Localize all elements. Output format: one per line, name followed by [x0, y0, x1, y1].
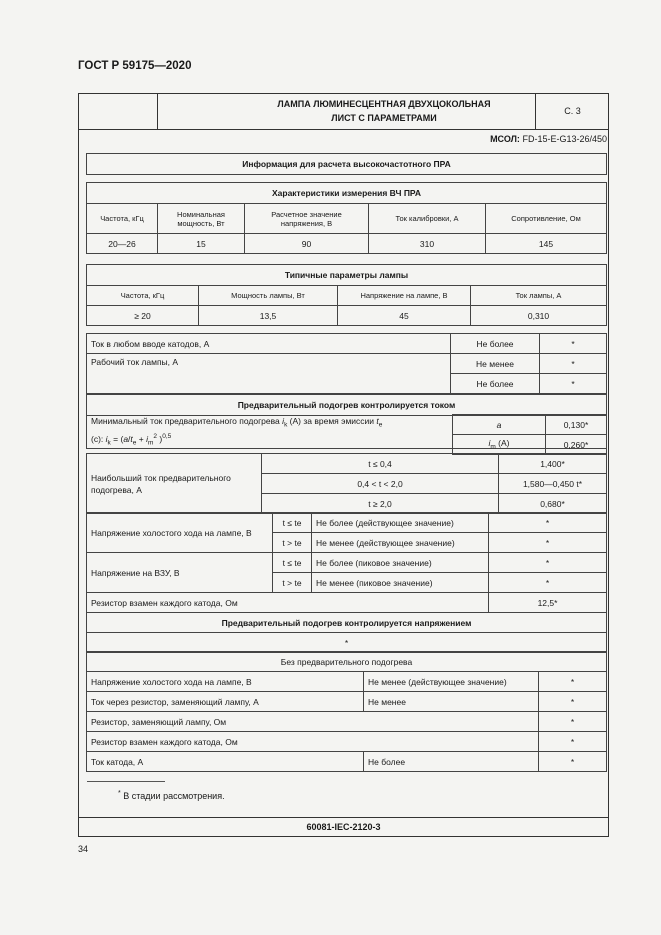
header-title: ЛАМПА ЛЮМИНЕСЦЕНТНАЯ ДВУХЦОКОЛЬНАЯ ЛИСТ С ПАРАМЕТРАМИ — [277, 99, 491, 123]
no-preheat-value: * — [539, 732, 607, 752]
msol-code: МСОЛ: FD-15-E-G13-26/450 — [490, 134, 607, 144]
no-preheat-label: Напряжение холостого хода на лампе, В — [87, 672, 364, 692]
no-preheat-label: Резистор, заменяющий лампу, Ом — [87, 712, 539, 732]
ocv-limit: Не менее (действующее значение) — [312, 533, 489, 553]
vzu-label: Напряжение на ВЗУ, В — [87, 553, 273, 593]
max-preheat-value: 1,580—0,450 t* — [499, 474, 607, 494]
no-preheat-label: Ток через резистор, заменяющий лампу, А — [87, 692, 364, 712]
ocv-value: * — [489, 513, 607, 533]
info-title: Информация для расчета высокочастотного ПРА — [87, 154, 607, 175]
current-table — [86, 333, 607, 394]
hf-header: Сопротивление, Ом — [486, 204, 607, 234]
no-preheat-value: * — [539, 712, 607, 732]
no-preheat-value: * — [539, 752, 607, 772]
typical-title: Типичные параметры лампы — [87, 265, 607, 286]
hf-header: Расчетное значение напряжения, В — [245, 204, 369, 234]
ocv-limit: Не более (действующее значение) — [312, 513, 489, 533]
hf-value: 145 — [486, 234, 607, 254]
preheat-voltage-table — [86, 612, 607, 653]
vzu-cond: t > te — [273, 573, 312, 593]
ocv-value: * — [489, 533, 607, 553]
typical-value: ≥ 20 — [87, 306, 199, 326]
preheat-voltage-title: Предварительный подогрев контролируется напряжением — [87, 613, 607, 633]
no-preheat-cond: Не менее — [364, 692, 539, 712]
typical-value: 13,5 — [199, 306, 338, 326]
current-label: Ток в любом вводе катодов, А — [87, 334, 451, 354]
hf-header: Частота, кГц — [87, 204, 158, 234]
typical-table — [86, 264, 607, 326]
footnote-divider — [87, 781, 165, 782]
max-preheat-cond: 0,4 < t < 2,0 — [262, 474, 499, 494]
ocv-cond: t > te — [273, 533, 312, 553]
ocv-cond: t ≤ te — [273, 513, 312, 533]
current-label: Рабочий ток лампы, А — [87, 354, 451, 394]
no-preheat-label: Ток катода, А — [87, 752, 364, 772]
no-preheat-title: Без предварительного подогрева — [87, 652, 607, 672]
im-label: $i_m$ (А) — [453, 435, 546, 455]
max-preheat-value: 1,400* — [499, 454, 607, 474]
current-cond: Не менее — [451, 354, 540, 374]
no-preheat-cond: Не более — [364, 752, 539, 772]
vzu-cond: t ≤ te — [273, 553, 312, 573]
preheat-current-title: Предварительный подогрев контролируется током — [87, 395, 607, 416]
hf-value: 15 — [158, 234, 245, 254]
typical-header: Частота, кГц — [87, 286, 199, 306]
hf-header: Ток калибровки, А — [369, 204, 486, 234]
hf-value: 20—26 — [87, 234, 158, 254]
typical-header: Напряжение на лампе, В — [338, 286, 471, 306]
current-cond: Не более — [451, 334, 540, 354]
a-label: a — [453, 415, 546, 435]
footer-code: 60081-IEC-2120-3 — [79, 817, 608, 837]
preheat-voltage-value: * — [87, 633, 607, 653]
footnote: * В стадии рассмотрения. — [118, 790, 225, 801]
max-preheat-table — [86, 453, 607, 514]
no-preheat-cond: Не менее (действующее значение) — [364, 672, 539, 692]
im-value: 0,260* — [546, 435, 607, 455]
current-value: * — [540, 374, 607, 394]
current-value: * — [540, 334, 607, 354]
max-preheat-label: Наибольший ток предварительного подогрева, А — [87, 454, 262, 514]
vzu-limit: Не менее (пиковое значение) — [312, 573, 489, 593]
sheet-number: С. 3 — [535, 94, 609, 129]
typical-value: 0,310 — [471, 306, 607, 326]
typical-header: Ток лампы, А — [471, 286, 607, 306]
voltage-table — [86, 512, 607, 613]
vzu-value: * — [489, 553, 607, 573]
max-preheat-value: 0,680* — [499, 494, 607, 514]
max-preheat-cond: t ≥ 2,0 — [262, 494, 499, 514]
header-left-cell — [79, 94, 158, 129]
hf-value: 90 — [245, 234, 369, 254]
no-preheat-label: Резистор взамен каждого катода, Ом — [87, 732, 539, 752]
a-value: 0,130* — [546, 415, 607, 435]
no-preheat-table — [86, 651, 607, 772]
min-preheat-label: Минимальный ток предварительного подогрева $i_k$ (А) за время эмиссии $t_e$ (с): $i_k = (a/t_e + i_m^2$ )$^{0,5}$ — [87, 416, 607, 449]
vzu-value: * — [489, 573, 607, 593]
max-preheat-cond: t ≤ 0,4 — [262, 454, 499, 474]
preheat-params-table — [452, 414, 607, 455]
hf-header: Номинальная мощность, Вт — [158, 204, 245, 234]
sheet-header — [79, 94, 608, 130]
cathode-resistor-label: Резистор взамен каждого катода, Ом — [87, 593, 489, 613]
typical-value: 45 — [338, 306, 471, 326]
hf-value: 310 — [369, 234, 486, 254]
info-title-table — [86, 153, 607, 175]
current-cond: Не более — [451, 374, 540, 394]
hf-title: Характеристики измерения ВЧ ПРА — [87, 183, 607, 204]
no-preheat-value: * — [539, 692, 607, 712]
no-preheat-value: * — [539, 672, 607, 692]
current-value: * — [540, 354, 607, 374]
hf-table — [86, 182, 607, 254]
ocv-label: Напряжение холостого хода на лампе, В — [87, 513, 273, 553]
cathode-resistor-value: 12,5* — [489, 593, 607, 613]
typical-header: Мощность лампы, Вт — [199, 286, 338, 306]
page-number: 34 — [78, 844, 89, 854]
vzu-limit: Не более (пиковое значение) — [312, 553, 489, 573]
document-title: ГОСТ Р 59175—2020 — [78, 60, 192, 72]
